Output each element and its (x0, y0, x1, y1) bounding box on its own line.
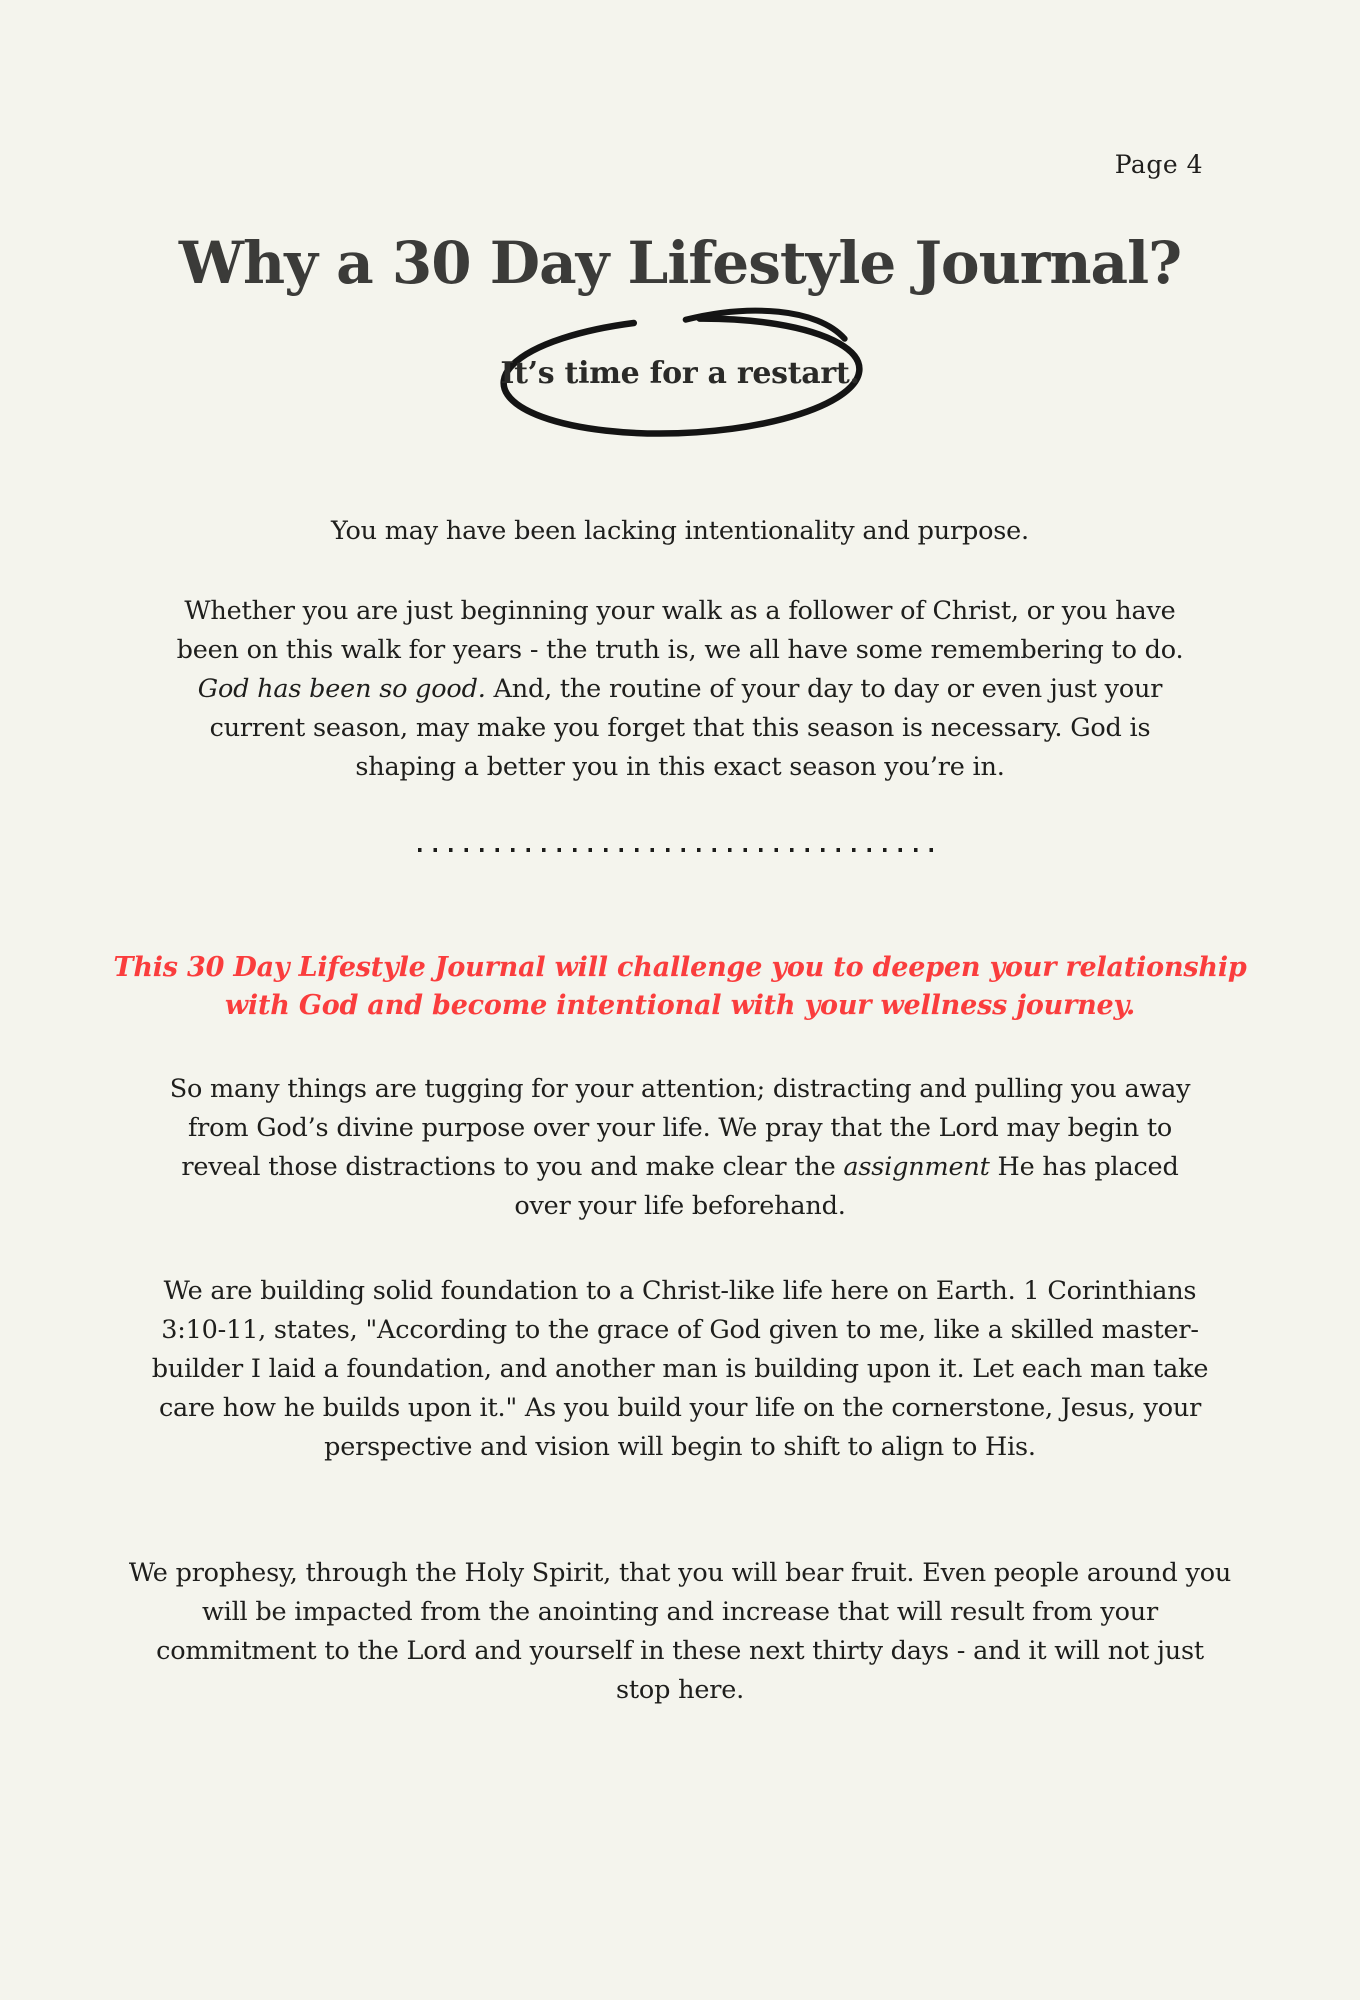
dotted-divider (418, 848, 942, 852)
restart-badge (490, 304, 870, 442)
italic-text-run: God has been so good. (197, 673, 486, 704)
text-run: Whether you are just beginning your walk as a follower of Christ, or you have been on this walk for years - the truth is, we all have some remembering to do. (176, 595, 1184, 665)
text-run: And, the routine of your day to day or even just your current season, may make you forget that this season is necessary. God is shaping a better you in this exact season you’re in. (209, 673, 1163, 782)
challenge-paragraph: This 30 Day Lifestyle Journal will challenge you to deepen your relationship with God and become intentional with your wellness journey. (113, 952, 1247, 1021)
page-title: Why a 30 Day Lifestyle Journal? (178, 228, 1182, 297)
text-run: So many things are tugging for your attention; distracting and pulling you away from God’s divine purpose over your life. We pray that the Lord may begin to reveal those distractions to you and make clear the (169, 1073, 1191, 1182)
foundation-paragraph: We are building solid foundation to a Christ-like life here on Earth. 1 Corinthians 3:10-11, states, "According to the grace of God given to me, like a skilled master-builder I laid a foundation, and another man is building upon it. Let each man take care how he builds upon it." As you build your life on the cornerstone, Jesus, your perspective and vision will begin to shift to align to His. (151, 1275, 1209, 1462)
page-number-label: Page 4 (1114, 150, 1203, 179)
restart-badge-label: It’s time for a restart. (500, 355, 860, 391)
walk-paragraph (165, 592, 1195, 787)
italic-text-run: assignment (843, 1151, 990, 1182)
prophesy-paragraph: We prophesy, through the Holy Spirit, that you will bear fruit. Even people around you will be impacted from the anointing and increase that will result from your commitment to the Lord and yourself in these next thirty days - and it will not just stop here. (128, 1557, 1232, 1705)
text-run: He has placed over your life beforehand. (514, 1151, 1179, 1221)
distractions-paragraph (160, 1070, 1200, 1226)
intro-paragraph: You may have been lacking intentionality and purpose. (331, 515, 1029, 546)
